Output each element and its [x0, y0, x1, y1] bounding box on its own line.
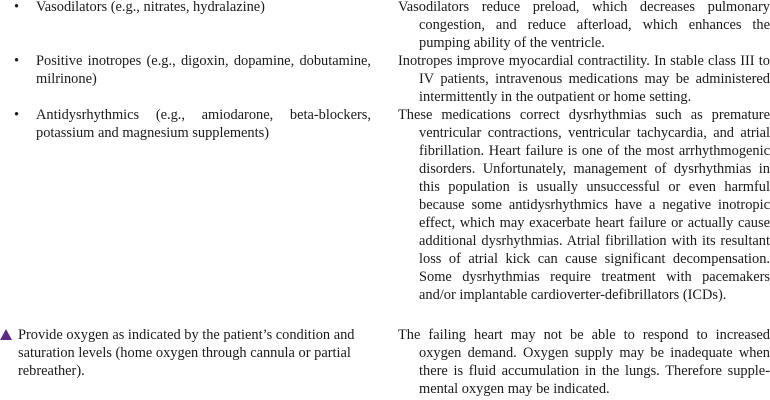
rationale-text: These medications correct dysrhythmias such as premature ventricular contractions, ventricular tachycardia, and atrial fibrillation. Heart failure is one of the most arrhythmogenic disorders. Unfortunately, management of dysrhythmias in this population is usually unsuccessful or even harmful because some antidysrhythmics have a negative inotropic effect, which may exacerbate heart failure or actually cause additional dysrhythmias. Atrial fibrillation with its resultant loss of atrial kick can cause significant decompensation. Some dysrhythmias require treatment with pacemakers and/or implantable cardioverter-defibrillators (ICDs). — [398, 107, 770, 303]
rationale-text: The failing heart may not be able to respond to increased oxygen demand. Oxygen supply may be inadequate when there is fluid accumulation in the lungs. Therefore supplemental oxygen may be indicated. — [398, 327, 770, 397]
bullet-icon: • — [14, 53, 20, 69]
intervention-text: Antidysrhythmics (e.g., amiodarone, beta-blockers, potassium and magnesium supplements) — [36, 107, 371, 141]
intervention-text: Positive inotropes (e.g., digoxin, dopamine, dobutamine, milrinone) — [36, 53, 371, 87]
bullet-icon: • — [14, 107, 20, 123]
bullet-icon: • — [14, 0, 20, 15]
rationale-text: Inotropes improve myocardial contractility. In stable class III to IV patients, intravenous medications may be administered intermittently in the outpatient or home setting. — [398, 53, 770, 105]
rationale-text: Vasodilators reduce preload, which decreases pulmonary congestion, and reduce afterload, which enhances the pumping ability of the ventricle. — [398, 0, 770, 51]
intervention-text: Provide oxygen as indicated by the patient’s condition and saturation levels (home oxygen through cannula or partial rebreather). — [18, 327, 355, 379]
triangle-icon — [0, 329, 12, 340]
intervention-text: Vasodilators (e.g., nitrates, hydralazine) — [36, 0, 265, 15]
